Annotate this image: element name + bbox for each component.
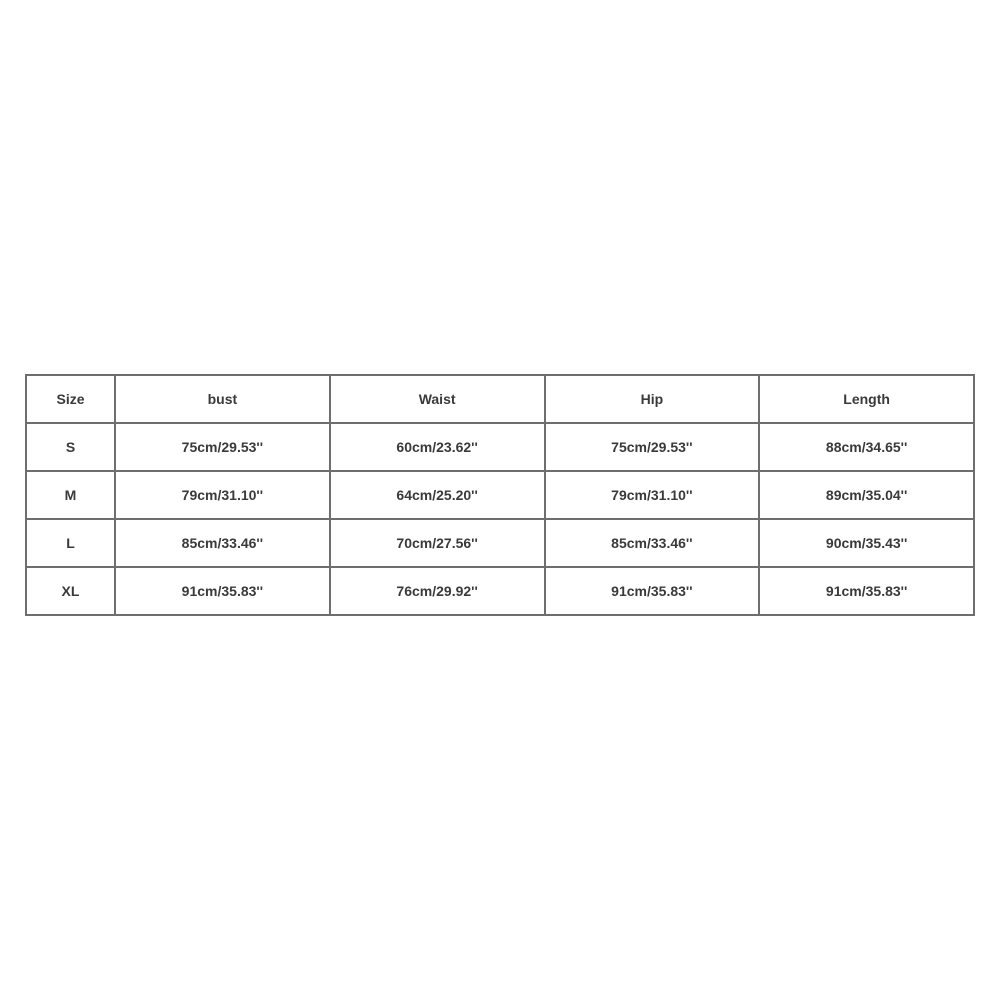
hip-cell: 91cm/35.83'' (545, 567, 760, 615)
hip-cell: 75cm/29.53'' (545, 423, 760, 471)
table-row (26, 423, 974, 471)
waist-cell: 64cm/25.20'' (330, 471, 545, 519)
waist-cell: 70cm/27.56'' (330, 519, 545, 567)
column-header-waist: Waist (330, 375, 545, 423)
bust-cell: 91cm/35.83'' (115, 567, 330, 615)
table-row (26, 519, 974, 567)
length-cell: 88cm/34.65'' (759, 423, 974, 471)
table-row (26, 471, 974, 519)
bust-cell: 79cm/31.10'' (115, 471, 330, 519)
size-cell: L (26, 519, 115, 567)
hip-cell: 79cm/31.10'' (545, 471, 760, 519)
hip-cell: 85cm/33.46'' (545, 519, 760, 567)
length-cell: 89cm/35.04'' (759, 471, 974, 519)
column-header-bust: bust (115, 375, 330, 423)
waist-cell: 60cm/23.62'' (330, 423, 545, 471)
bust-cell: 75cm/29.53'' (115, 423, 330, 471)
size-cell: M (26, 471, 115, 519)
column-header-length: Length (759, 375, 974, 423)
table-header-row (26, 375, 974, 423)
length-cell: 91cm/35.83'' (759, 567, 974, 615)
waist-cell: 76cm/29.92'' (330, 567, 545, 615)
size-cell: S (26, 423, 115, 471)
column-header-size: Size (26, 375, 115, 423)
bust-cell: 85cm/33.46'' (115, 519, 330, 567)
size-cell: XL (26, 567, 115, 615)
length-cell: 90cm/35.43'' (759, 519, 974, 567)
table-row (26, 567, 974, 615)
size-chart-table (25, 374, 975, 616)
column-header-hip: Hip (545, 375, 760, 423)
